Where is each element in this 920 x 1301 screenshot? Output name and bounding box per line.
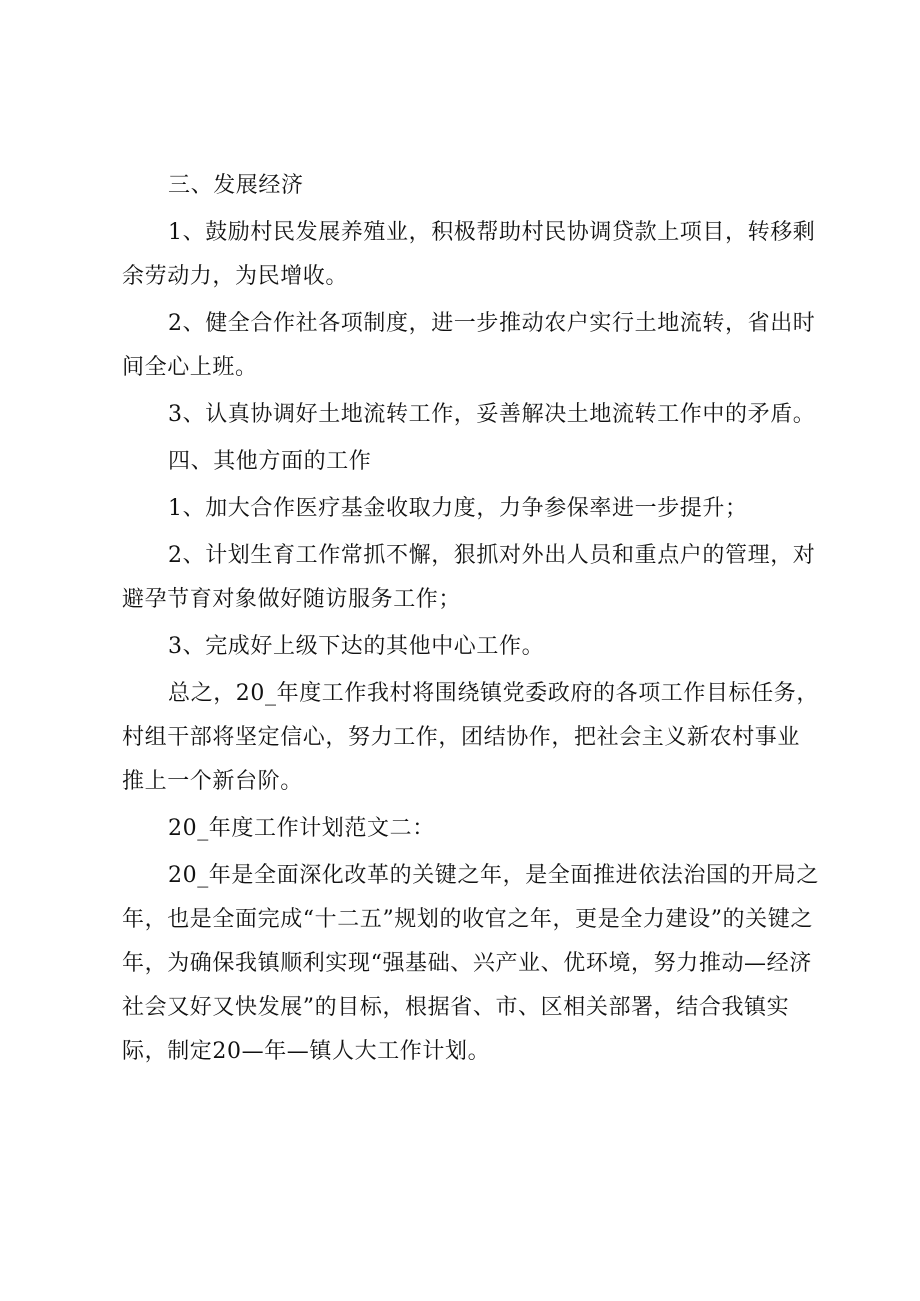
paragraph-other-1: 1、加大合作医疗基金收取力度，力争参保率进一步提升； <box>168 496 748 521</box>
section-heading-economy: 三、发展经济 <box>168 173 304 198</box>
section-heading-other-work: 四、其他方面的工作 <box>168 449 372 474</box>
section-heading-plan-two: 20_年度工作计划范文二： <box>168 816 435 841</box>
paragraph-economy-3: 3、认真协调好土地流转工作，妥善解决土地流转工作中的矛盾。 <box>168 402 816 427</box>
paragraph-other-2: 2、计划生育工作常抓不懈，狠抓对外出人员和重点户的管理，对避孕节育对象做好随访服务工作； <box>122 543 816 612</box>
paragraph-economy-2: 2、健全合作社各项制度，进一步推动农户实行土地流转，省出时间全心上班。 <box>122 311 816 380</box>
paragraph-summary: 总之，20_年度工作我村将围绕镇党委政府的各项工作目标任务，村组干部将坚定信心，努力工作，团结协作，把社会主义新农村事业推上一个新台阶。 <box>122 681 819 794</box>
paragraph-plan-two-intro: 20_年是全面深化改革的关键之年，是全面推进依法治国的开局之年，也是全面完成“十二五”规划的收官之年，更是全力建设”的关键之年，为确保我镇顺利实现“强基础、兴产业、优环境，努力推动—经济社会又好又快发展”的目标，根据省、市、区相关部署，结合我镇实际，制定20—年—镇人大工作计划。 <box>122 863 819 1064</box>
document-body <box>122 164 822 1077</box>
paragraph-economy-1: 1、鼓励村民发展养殖业，积极帮助村民协调贷款上项目，转移剩余劳动力，为民增收。 <box>122 220 816 289</box>
paragraph-other-3: 3、完成好上级下达的其他中心工作。 <box>168 634 545 659</box>
